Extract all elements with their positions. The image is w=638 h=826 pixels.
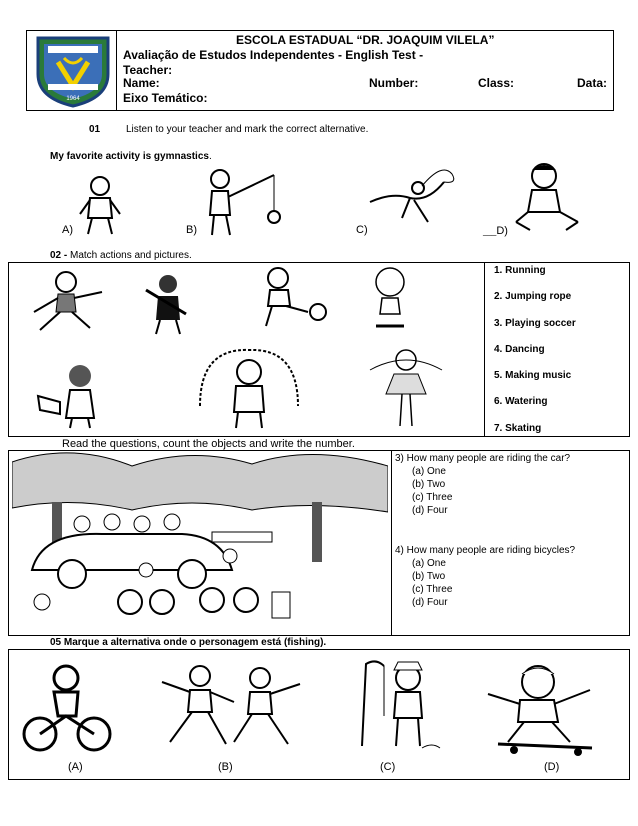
q2-divider — [484, 262, 485, 437]
q2-item-7: 7. Skating — [494, 423, 542, 434]
q3-option-b[interactable]: (b) Two — [412, 479, 446, 490]
q1-option-d-label: D) — [496, 225, 508, 237]
q3-divider — [391, 450, 392, 636]
q1-illustration-b — [198, 165, 288, 239]
q2-instruction: Match actions and pictures. — [70, 250, 192, 261]
q1-illustration-c — [362, 162, 462, 232]
q5-instruction: 05 Marque a alternativa onde o personagem está (fishing). — [50, 637, 327, 648]
number-label: Number: — [369, 76, 419, 90]
q1-number: 01 — [89, 124, 101, 135]
q5-illustration-a — [18, 662, 114, 758]
q2-illustration-running — [16, 268, 108, 338]
q1-option-b[interactable]: B) — [186, 224, 197, 236]
q2-number: 02 - — [50, 250, 68, 261]
teacher-label: Teacher: — [123, 63, 173, 77]
q3-option-a[interactable]: (a) One — [412, 466, 446, 477]
q4-option-d[interactable]: (d) Four — [412, 597, 448, 608]
q4-option-c[interactable]: (c) Three — [412, 584, 453, 595]
q1-option-a[interactable]: A) — [62, 224, 73, 236]
q1-illustration-d — [512, 160, 582, 238]
q1-statement-line — [50, 151, 212, 162]
q5-illustration-d — [474, 660, 608, 756]
q3-option-c[interactable]: (c) Three — [412, 492, 453, 503]
q2-illustration-soccer — [248, 266, 334, 332]
q4-option-a[interactable]: (a) One — [412, 558, 446, 569]
q2-item-5: 5. Making music — [494, 370, 572, 381]
theme-label: Eixo Temático: — [123, 91, 208, 105]
q5-option-c[interactable]: (C) — [380, 761, 396, 773]
q4-option-b[interactable]: (b) Two — [412, 571, 446, 582]
q1-statement-end: . — [208, 151, 212, 162]
school-name: ESCOLA ESTADUAL “DR. JOAQUIM VILELA” — [236, 33, 495, 47]
q2-illustration-watering — [30, 362, 110, 430]
q2-illustration-music — [140, 270, 200, 336]
q5-illustration-c — [356, 656, 446, 754]
q1-option-d[interactable] — [483, 225, 508, 237]
q1-option-c[interactable]: C) — [356, 224, 368, 236]
q2-item-6: 6. Watering — [494, 396, 548, 407]
q5-option-a[interactable]: (A) — [68, 761, 83, 773]
q3-question: 3) How many people are riding the car? — [395, 453, 571, 464]
q2-illustration-skating — [360, 266, 420, 332]
q2-illustration-dancing — [364, 346, 448, 430]
q2-item-1: 1. Running — [494, 265, 546, 276]
test-title: Avaliação de Estudos Independentes - English Test - — [123, 48, 424, 62]
q2-illustration-jumping-rope — [190, 346, 308, 432]
logo-year: 1964 — [66, 96, 80, 102]
q5-option-b[interactable]: (B) — [218, 761, 233, 773]
q2-heading — [50, 250, 192, 261]
q5-illustration-b — [150, 662, 310, 750]
date-label: Data: — [577, 76, 608, 90]
name-label: Name: — [123, 76, 160, 90]
q3-intro: Read the questions, count the objects and write the number. — [62, 438, 355, 450]
q2-item-3: 3. Playing soccer — [494, 318, 576, 329]
q3-option-d[interactable]: (d) Four — [412, 505, 448, 516]
q2-item-2: 2. Jumping rope — [494, 291, 572, 302]
q1-option-d-prefix: ___ — [483, 227, 497, 236]
park-scene-illustration — [12, 452, 388, 632]
q1-illustration-a — [70, 172, 130, 238]
q1-statement: My favorite activity is gymnastics — [50, 151, 209, 162]
q4-question: 4) How many people are riding bicycles? — [395, 545, 576, 556]
header-divider — [116, 30, 117, 111]
school-logo — [34, 34, 112, 108]
q2-item-4: 4. Dancing — [494, 344, 545, 355]
q5-option-d[interactable]: (D) — [544, 761, 560, 773]
class-label: Class: — [478, 76, 515, 90]
q1-instruction: Listen to your teacher and mark the correct alternative. — [126, 124, 369, 135]
